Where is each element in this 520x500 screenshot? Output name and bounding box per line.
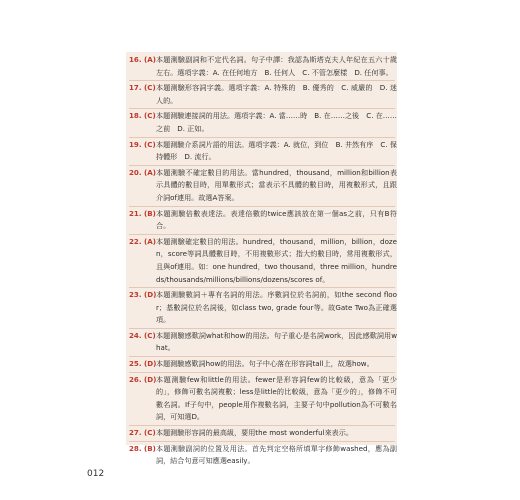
divider [129,287,395,288]
answer-explanation: 本題測驗副詞和不定代名詞。句子中譯：我認為斯塔克夫人年紀在五六十歲左右。選項字義：A. 在任何地方 B. 任何人 C. 不管怎麼樣 D. 任何事。 [156,55,397,77]
divider [129,80,395,81]
answer-item [129,110,397,135]
answer-number: 20. (A) [129,167,157,177]
answer-item [129,374,397,424]
answer-item [129,443,397,468]
answer-number: 22. (A) [129,236,157,246]
answer-explanation: 本題測驗副詞的位置及用法。首先判定空格所填單字修飾washed，應為副詞，結合句意可知應選easily。 [156,443,397,466]
answer-list [129,54,397,469]
answer-item [129,208,397,233]
answer-explanation: 本題測驗感歎詞how的用法。句子中心落在形容詞tall上，故選how。 [156,359,374,369]
answer-explanation: 本題測驗數詞＋專有名詞的用法。序數詞位於名詞前，如the second floor；基數詞位於名詞後，如class two, grade four等。故Gate Two為正確選項。 [156,290,397,325]
answer-explanation: 本題測驗few和little的用法。fewer是形容詞few的比較級，意為「更少的」，修飾可數名詞複數；less是little的比較級，意為「更少的」，修飾不可數名詞。If子句中，people用作複數名詞，主要子句中pollution為不可數名詞，可知選D。 [156,374,397,422]
answer-item [129,236,397,286]
answer-item [129,82,397,107]
answer-number: 16. (A) [129,55,157,64]
divider [129,108,395,109]
answer-item [129,167,397,205]
divider [129,234,395,235]
answer-item [129,330,397,355]
answer-explanation: 本題測驗連接詞的用法。選項字義：A. 當……時 B. 在……之後 C. 在……之前 D. 正如。 [156,111,397,133]
answer-number: 27. (C) [129,428,156,438]
divider [129,372,395,373]
divider [129,425,395,426]
answer-explanation: 本題測驗形容詞的最高級，要用the most wonderful來表示。 [156,428,353,438]
answer-item [129,54,397,79]
answer-number: 19. (C) [129,139,156,149]
answer-item [129,427,397,440]
answer-item [129,289,397,327]
answer-number: 25. (D) [129,359,157,369]
answer-number: 24. (C) [129,330,156,340]
divider [129,206,395,207]
page-number: 012 [87,469,105,479]
divider [129,137,395,138]
answer-number: 26. (D) [129,374,157,384]
answer-explanation: 本題測驗不確定數目的用法。當hundred，thousand，million和billion表示具體的數目時，用單數形式；當表示不具體的數目時，用複數形式，且跟介詞of連用。故選A答案。 [156,167,397,202]
answer-number: 28. (B) [129,443,156,453]
divider [129,441,395,442]
answer-explanation: 本題測驗倍數表達法。表達倍數的twice應該放在第一個as之前，只有B符合。 [156,208,397,231]
divider [129,328,395,329]
answer-explanation: 本題測驗確定數目的用法。hundred，thousand，million，billion，dozen，score等詞具體數目時，不用複數形式；指大約數目時，常用複數形式，且與of連用。如：one hundred，two thousand，three million，hundreds/thousands/millions/billions/dozens/scores of。 [156,236,397,284]
answer-number: 23. (D) [129,290,157,300]
answer-explanation: 本題測驗介系詞片語的用法。選項字義：A. 就位，到位 B. 井然有序 C. 保持體形 D. 流行。 [156,139,397,162]
answer-number: 18. (C) [129,111,156,121]
answer-item [129,358,397,371]
answer-number: 21. (B) [129,208,156,218]
divider [129,165,395,166]
answer-item [129,139,397,164]
answer-number: 17. (C) [129,83,156,93]
answer-explanation: 本題測驗感歎詞what和how的用法。句子重心是名詞work，因此感歎詞用what。 [156,330,397,353]
divider [129,356,395,357]
answer-explanation: 本題測驗形容詞字義。選項字義：A. 特殊的 B. 優秀的 C. 威嚴的 D. 迷人的。 [156,83,397,105]
